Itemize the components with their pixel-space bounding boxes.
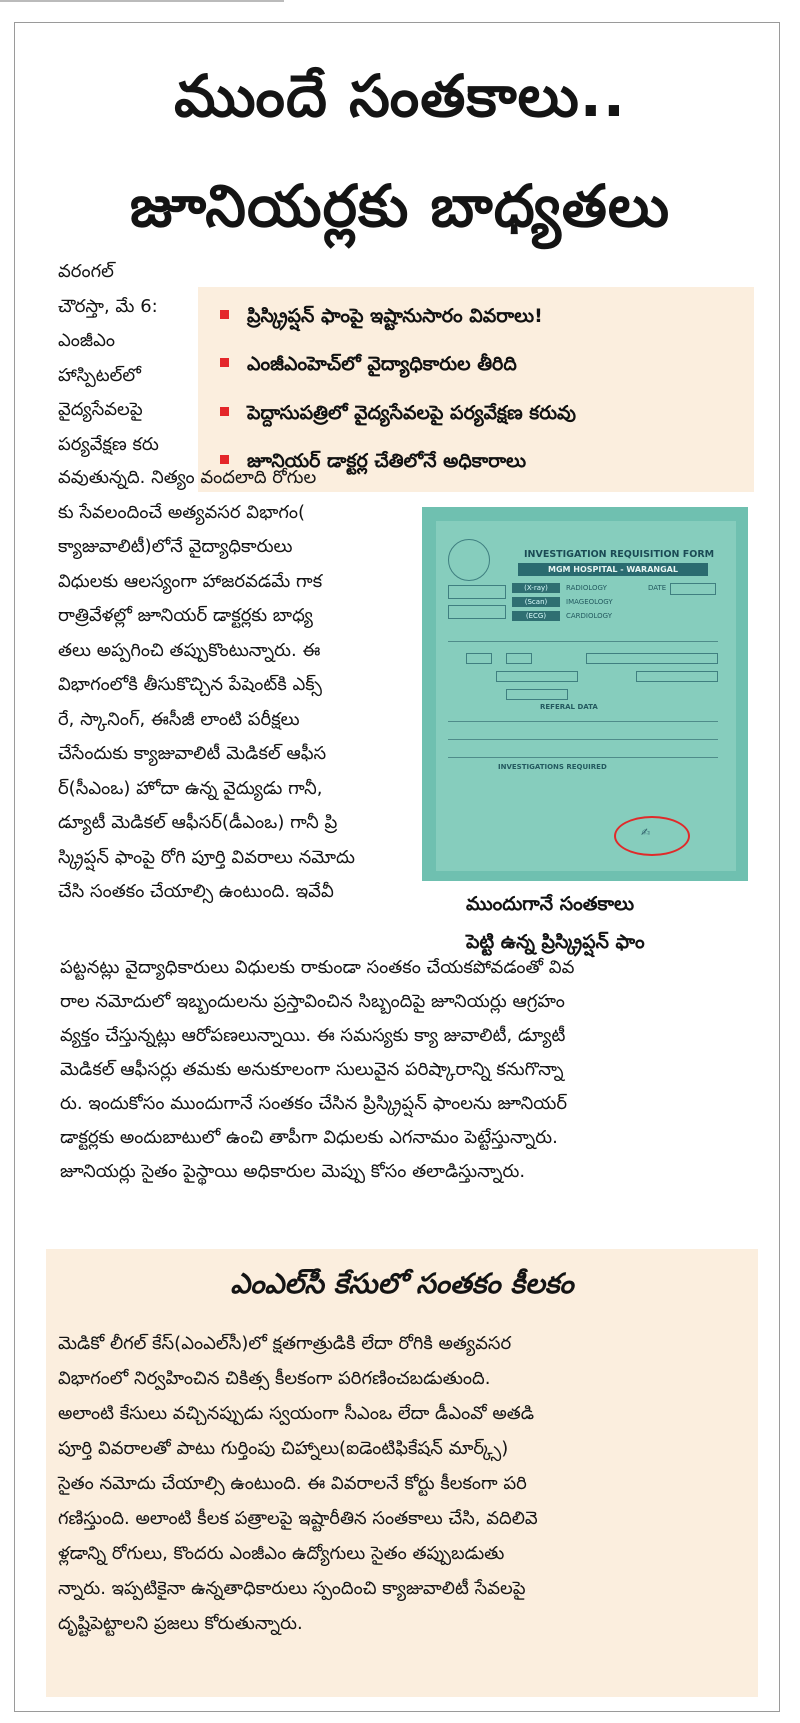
body-line: జూనియర్లు సైతం పైస్థాయి అధికారుల మెప్పు కోసం తలాడిస్తున్నారు. xyxy=(60,1161,526,1182)
form-field xyxy=(506,653,532,664)
form-line xyxy=(448,721,718,722)
form-row-label: CARDIOLOGY xyxy=(566,612,613,620)
highlight-item xyxy=(220,353,517,380)
box-line: అలాంటి కేసులు వచ్చినప్పుడు స్వయంగా సీఎంఒ లేదా డీఎంవో అతడి xyxy=(58,1403,535,1424)
form-field xyxy=(636,671,718,682)
body-line: చేసి సంతకం చేయాల్సి ఉంటుంది. ఇవేవీ xyxy=(58,881,334,902)
dateline-line: వరంగల్ xyxy=(58,261,114,282)
dateline-line: ఎంజీఎం xyxy=(58,330,116,351)
body-line: పట్టనట్లు వైద్యాధికారులు విధులకు రాకుండా సంతకం చేయకపోవడంతో వివ xyxy=(60,957,575,978)
body-line: వవుతున్నది. నిత్యం వందలాది రోగుల xyxy=(58,467,317,488)
highlight-item xyxy=(220,305,543,332)
form-tag: (ECG) xyxy=(512,611,560,621)
dateline-line: హాస్పిటల్‌లో xyxy=(58,364,141,386)
form-investigations: INVESTIGATIONS REQUIRED xyxy=(498,763,607,771)
form-field xyxy=(506,689,568,700)
body-line: తలు అప్పగించి తప్పుకొంటున్నారు. ఈ xyxy=(58,639,321,661)
body-line: స్క్రిప్షన్ ఫాంపై రోగి పూర్తి వివరాలు నమోదు xyxy=(58,846,355,868)
box-line: పూర్తి వివరాలతో పాటు గుర్తింపు చిహ్నాలు(ఐడెంటిఫికేషన్ మార్క్స్) xyxy=(58,1438,509,1459)
highlight-text: ఎంజీఎంహెచ్‌లో వైద్యాధికారుల తీరిది xyxy=(247,353,517,375)
bullet-icon xyxy=(220,310,229,319)
form-line xyxy=(448,757,718,758)
body-full-width xyxy=(60,951,760,1189)
form-line xyxy=(448,641,718,642)
signature-circle xyxy=(614,816,690,856)
dateline-line: వైద్యసేవలపై xyxy=(58,399,143,420)
box-line: మెడికో లీగల్ కేస్(ఎంఎల్‌సీ)లో క్షతగాత్రుడికి లేదా రోగికి అత్యవసర xyxy=(58,1333,512,1354)
highlight-text: పెద్దాసుపత్రిలో వైద్యసేవలపై పర్యవేక్షణ కరువు xyxy=(247,402,576,424)
box-line: విభాగంలో నిర్వహించిన చికిత్స కీలకంగా పరిగణించబడుతుంది. xyxy=(58,1368,491,1389)
date-box xyxy=(670,583,716,595)
form-field xyxy=(448,605,506,619)
body-line: డ్యూటీ మెడికల్ ఆఫీసర్(డీఎంఒ) గానీ ప్రి xyxy=(58,812,338,833)
bullet-icon xyxy=(220,407,229,416)
signature-scribble-icon: ✍ xyxy=(641,826,651,839)
body-line: రాత్రివేళల్లో జూనియర్ డాక్టర్లకు బాధ్య xyxy=(58,605,313,626)
hospital-logo xyxy=(448,539,490,581)
body-line: చేసేందుకు క్యాజువాలిటీ మెడికల్ ఆఫీస xyxy=(58,743,327,764)
dateline-line: పర్యవేక్షణ కరు xyxy=(58,433,159,455)
headline-line-1: ముందే సంతకాలు.. xyxy=(174,62,626,130)
form-field xyxy=(586,653,718,664)
box-title: ఎంఎల్‌సీ కేసులో సంతకం కీలకం xyxy=(230,1267,574,1300)
form-sheet xyxy=(436,521,736,871)
form-referral: REFERAL DATA xyxy=(540,703,598,711)
headline-line-2: జూనియర్లకు బాధ్యతలు xyxy=(129,172,671,240)
bullet-icon xyxy=(220,358,229,367)
mlc-sidebar-box xyxy=(46,1249,758,1697)
body-line: క్యాజువాలిటీ)లోనే వైద్యాధికారులు xyxy=(58,536,293,557)
form-field xyxy=(448,585,506,599)
prescription-form-photo xyxy=(422,507,748,881)
box-body xyxy=(58,1326,538,1641)
top-rule xyxy=(0,0,284,2)
form-tag: (Scan) xyxy=(512,597,560,607)
body-line: రే, స్కానింగ్, ఈసీజీ లాంటి పరీక్షలు xyxy=(58,708,300,730)
body-line: విధులకు ఆలస్యంగా హాజరవడమే గాక xyxy=(58,570,323,592)
box-line: ళ్లడాన్ని రోగులు, కొందరు ఎంజీఎం ఉద్యోగులు సైతం తప్పుబడుతు xyxy=(58,1543,505,1564)
body-line: విభాగంలోకి తీసుకొచ్చిన పేషెంట్‌కి ఎక్స్ xyxy=(58,674,322,695)
form-row-label: IMAGEOLOGY xyxy=(566,598,613,606)
body-line: ర్(సీఎంఒ) హోదా ఉన్న వైద్యుడు గానీ, xyxy=(58,777,323,799)
box-line: దృష్టిపెట్టాలని ప్రజలు కోరుతున్నారు. xyxy=(58,1613,303,1634)
highlight-text: ప్రిస్క్రిప్షన్ ఫాంపై ఇష్టానుసారం వివరాలు! xyxy=(247,305,543,327)
highlight-item xyxy=(220,402,576,429)
form-row-label: RADIOLOGY xyxy=(566,584,607,592)
body-line: వ్యక్తం చేస్తున్నట్లు ఆరోపణలున్నాయి. ఈ సమస్యకు క్యా జువాలిటీ, డ్యూటీ xyxy=(60,1025,566,1046)
box-line: న్నారు. ఇప్పటికైనా ఉన్నతాధికారులు స్పందించి క్యాజువాలిటీ సేవలపై xyxy=(58,1578,526,1599)
photo-caption-line-2: పెట్టి ఉన్న ప్రిస్క్రిప్షన్ ఫాం xyxy=(466,931,645,953)
body-line: రాల నమోదులో ఇబ్బందులను ప్రస్తావించిన సిబ్బందిపై జూనియర్లు ఆగ్రహం xyxy=(60,991,565,1012)
body-line: రు. ఇందుకోసం ముందుగానే సంతకం చేసిన ప్రిస్క్రిప్షన్ ఫాంలను జూనియర్ xyxy=(60,1093,568,1114)
box-line: సైతం నమోదు చేయాల్సి ఉంటుంది. ఈ వివరాలనే కోర్టు కీలకంగా పరి xyxy=(58,1473,527,1494)
box-line: గణిస్తుంది. అలాంటి కీలక పత్రాలపై ఇష్టారీతిన సంతకాలు చేసి, వదిలివె xyxy=(58,1508,538,1529)
highlight-text: జూనియర్ డాక్టర్ల చేతిలోనే అధికారాలు xyxy=(247,450,527,472)
form-title: INVESTIGATION REQUISITION FORM xyxy=(524,549,715,560)
form-date-label: DATE xyxy=(648,584,667,592)
dateline-line: చౌరస్తా, మే 6: xyxy=(58,295,158,317)
body-line: మెడికల్ ఆఫీసర్లు తమకు అనుకూలంగా సులువైన పరిష్కారాన్ని కనుగొన్నా xyxy=(60,1059,564,1080)
form-hospital-name: MGM HOSPITAL - WARANGAL xyxy=(518,563,708,576)
form-field xyxy=(496,671,578,682)
form-tag: (X-ray) xyxy=(512,583,560,593)
body-left-column xyxy=(58,461,355,910)
photo-caption-line-1: ముందుగానే సంతకాలు xyxy=(466,893,635,915)
form-field xyxy=(466,653,492,664)
form-line xyxy=(448,739,718,740)
body-line: కు సేవలందించే అత్యవసర విభాగం( xyxy=(58,501,306,523)
dateline xyxy=(58,255,159,462)
body-line: డాక్టర్లకు అందుబాటులో ఉంచి తాపీగా విధులకు ఎగనామం పెట్టేస్తున్నారు. xyxy=(60,1127,558,1148)
